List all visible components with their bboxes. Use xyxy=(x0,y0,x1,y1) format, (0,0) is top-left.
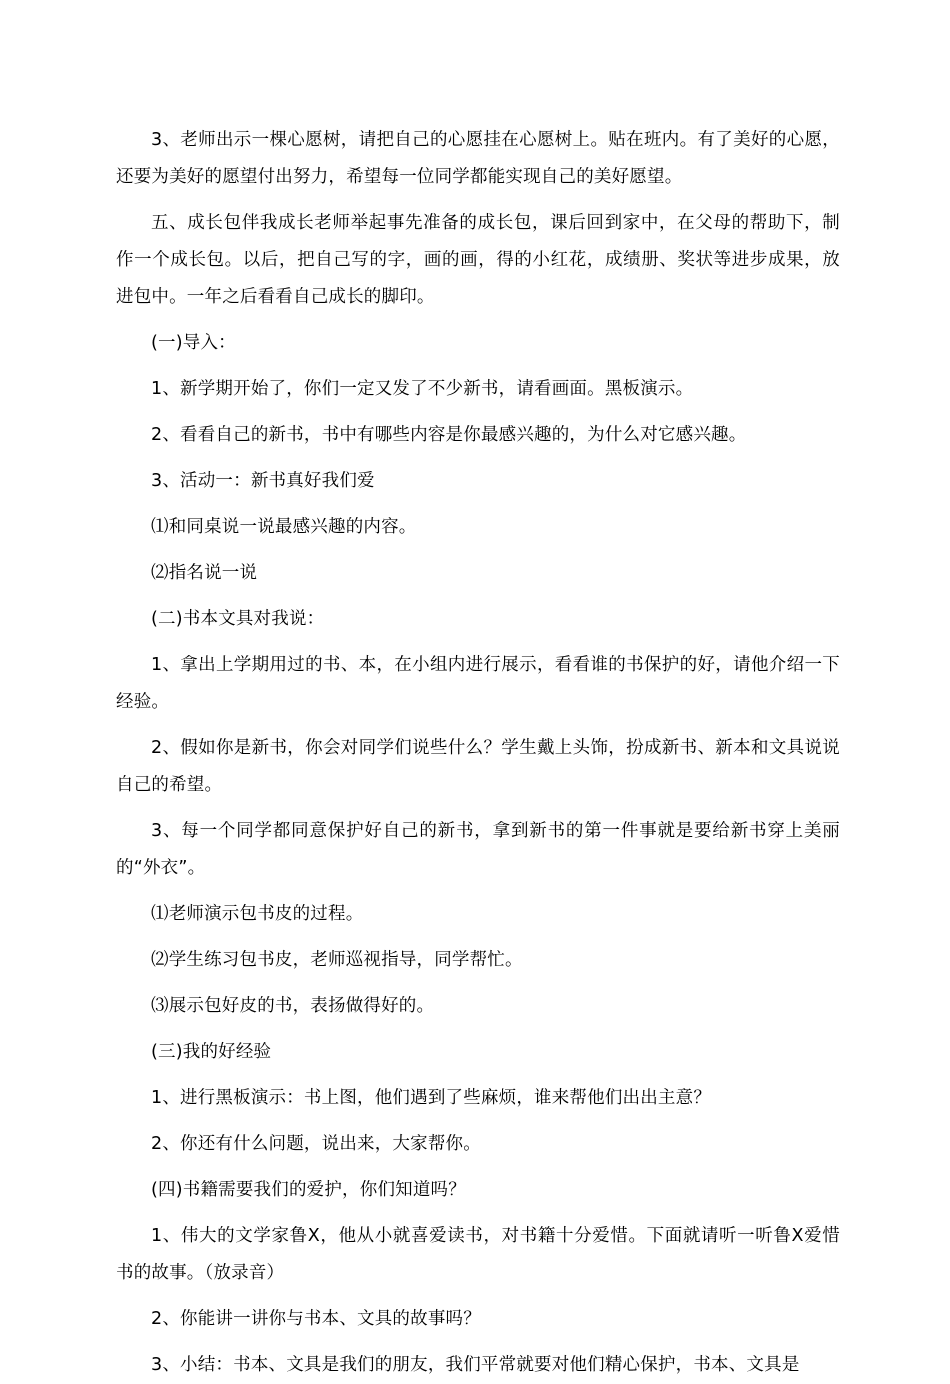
paragraph: (一)导入： xyxy=(151,333,236,353)
paragraph: 2、你还有什么问题，说出来，大家帮你。 xyxy=(151,1134,481,1154)
paragraph: 3、老师出示一棵心愿树，请把自己的心愿挂在心愿树上。贴在班内。有了美好的心愿，还要为美好的愿望付出努力，希望每一位同学都能实现自己的美好愿望。 xyxy=(116,130,840,187)
paragraph: 1、进行黑板演示：书上图，他们遇到了些麻烦，谁来帮他们出出主意？ xyxy=(151,1088,712,1108)
paragraph: 1、伟大的文学家鲁X，他从小就喜爱读书，对书籍十分爱惜。下面就请听一听鲁X爱惜书的故事。（放录音） xyxy=(116,1226,840,1283)
paragraph: 1、新学期开始了，你们一定又发了不少新书，请看画面。黑板演示。 xyxy=(151,379,694,399)
paragraph: 1、拿出上学期用过的书、本，在小组内进行展示，看看谁的书保护的好，请他介绍一下经验。 xyxy=(116,655,840,712)
paragraph: 3、小结：书本、文具是我们的朋友，我们平常就要对他们精心保护，书本、文具是 xyxy=(151,1355,800,1375)
paragraph: 3、每一个同学都同意保护好自己的新书，拿到新书的第一件事就是要给新书穿上美丽的“外衣”。 xyxy=(116,821,840,878)
paragraph: ⑵学生练习包书皮，老师巡视指导，同学帮忙。 xyxy=(151,950,523,970)
paragraph: 五、成长包伴我成长老师举起事先准备的成长包，课后回到家中，在父母的帮助下，制作一个成长包。以后，把自己写的字，画的画，得的小红花，成绩册、奖状等进步成果，放进包中。一年之后看看自己成长的脚印。 xyxy=(116,213,840,307)
paragraph: 2、看看自己的新书，书中有哪些内容是你最感兴趣的，为什么对它感兴趣。 xyxy=(151,425,747,445)
paragraph: (三)我的好经验 xyxy=(151,1042,272,1062)
paragraph: ⑴和同桌说一说最感兴趣的内容。 xyxy=(151,517,417,537)
paragraph: ⑶展示包好皮的书，表扬做得好的。 xyxy=(151,996,435,1016)
paragraph: (四)书籍需要我们的爱护，你们知道吗？ xyxy=(151,1180,466,1200)
paragraph: 3、活动一：新书真好我们爱 xyxy=(151,471,375,491)
paragraph: ⑵指名说一说 xyxy=(151,563,258,583)
paragraph: ⑴老师演示包书皮的过程。 xyxy=(151,904,364,924)
paragraph: 2、你能讲一讲你与书本、文具的故事吗？ xyxy=(151,1309,481,1329)
paragraph: (二)书本文具对我说： xyxy=(151,609,325,629)
paragraph: 2、假如你是新书，你会对同学们说些什么？学生戴上头饰，扮成新书、新本和文具说说自己的希望。 xyxy=(116,738,840,795)
